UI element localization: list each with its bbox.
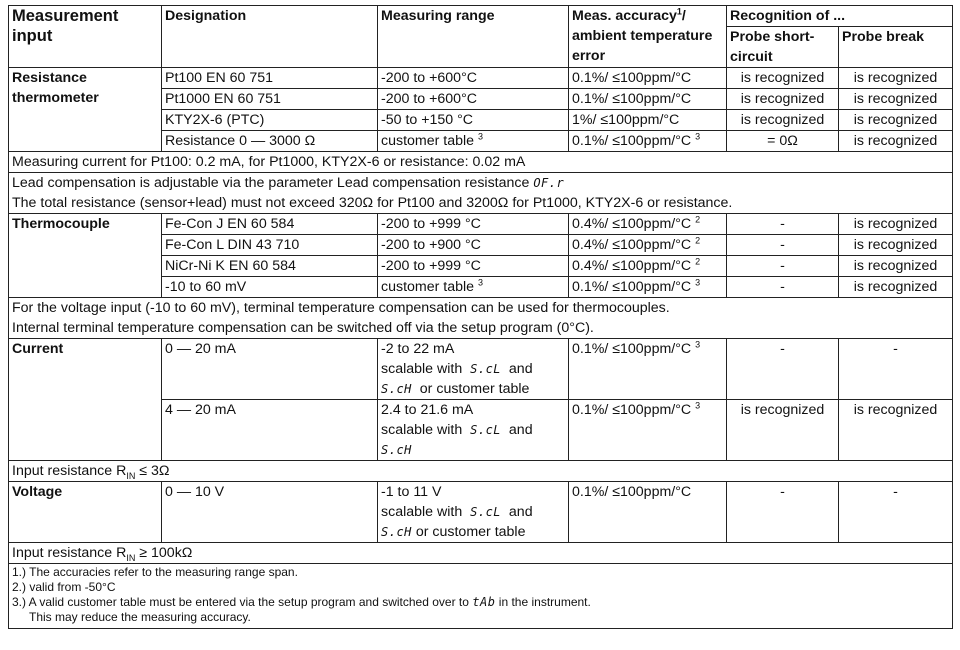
group-voltage: Voltage bbox=[9, 482, 162, 543]
lead-compensation-note: Lead compensation is adjustable via the parameter Lead compensation resistance OF.r The total resistance (sensor+lead) must not exceed 320Ω for Pt100 and 3200Ω for Pt1000, KTY2X-6 or resistance. bbox=[9, 173, 953, 214]
short-cell: - bbox=[727, 482, 839, 543]
header-recognition: Recognition of ... bbox=[727, 6, 953, 27]
scale-high-code: S.cH bbox=[381, 443, 412, 457]
footnotes bbox=[9, 564, 953, 629]
range-cell: -200 to +999 °C bbox=[378, 256, 569, 277]
range-cell: -200 to +600°C bbox=[378, 89, 569, 110]
footnote-2: 2.) valid from -50°C bbox=[12, 580, 116, 594]
designation-cell: Fe-Con L DIN 43 710 bbox=[162, 235, 378, 256]
short-cell: is recognized bbox=[727, 400, 839, 461]
accuracy-cell: 0.1%/ ≤100ppm/°C $^3$ bbox=[569, 400, 727, 461]
group-resistance-thermometer: Resistance thermometer bbox=[9, 68, 162, 152]
accuracy-cell: 1%/ ≤100ppm/°C bbox=[569, 110, 727, 131]
scale-low-code: S.cL bbox=[470, 505, 502, 519]
group-thermocouple: Thermocouple bbox=[9, 214, 162, 298]
range-cell: customer table $^3$ bbox=[378, 131, 569, 152]
designation-cell: Resistance 0 — 3000 Ω bbox=[162, 131, 378, 152]
designation-cell: Fe-Con J EN 60 584 bbox=[162, 214, 378, 235]
range-cell: -2 to 22 mA scalable with S.cL and S.cH or customer table bbox=[378, 339, 569, 400]
footnote-3: 3.) A valid customer table must be entered via the setup program and switched over to tAb in the instrument. bbox=[12, 595, 591, 609]
range-cell: -1 to 11 V scalable with S.cL and S.cH or customer table bbox=[378, 482, 569, 543]
designation-cell: NiCr-Ni K EN 60 584 bbox=[162, 256, 378, 277]
designation-cell: Pt1000 EN 60 751 bbox=[162, 89, 378, 110]
note-row bbox=[9, 152, 953, 173]
accuracy-cell: 0.1%/ ≤100ppm/°C $^3$ bbox=[569, 131, 727, 152]
table-row bbox=[9, 68, 953, 89]
accuracy-cell: 0.1%/ ≤100ppm/°C bbox=[569, 89, 727, 110]
break-cell: - bbox=[839, 339, 953, 400]
footnote-3-cont: This may reduce the measuring accuracy. bbox=[29, 610, 251, 624]
short-cell: = 0Ω bbox=[727, 131, 839, 152]
table-code: tAb bbox=[472, 595, 496, 609]
designation-cell: Pt100 EN 60 751 bbox=[162, 68, 378, 89]
header-probe-short: Probe short-circuit bbox=[727, 27, 839, 68]
short-cell: - bbox=[727, 256, 839, 277]
accuracy-cell: 0.4%/ ≤100ppm/°C $^2$ bbox=[569, 256, 727, 277]
header-row bbox=[9, 6, 953, 27]
range-cell: -200 to +999 °C bbox=[378, 214, 569, 235]
header-measurement-input: Measurement input bbox=[9, 6, 162, 68]
current-input-resistance: Input resistance $R_{IN} \le 3\Omega$ bbox=[9, 461, 953, 482]
short-cell: - bbox=[727, 339, 839, 400]
short-cell: is recognized bbox=[727, 110, 839, 131]
range-cell: 2.4 to 21.6 mA scalable with S.cL and S.cH bbox=[378, 400, 569, 461]
scale-low-code: S.cL bbox=[470, 423, 502, 437]
group-current: Current bbox=[9, 339, 162, 461]
measurement-input-table bbox=[8, 5, 953, 629]
scale-low-code: S.cL bbox=[470, 362, 502, 376]
break-cell: is recognized bbox=[839, 110, 953, 131]
note-row bbox=[9, 173, 953, 214]
break-cell: is recognized bbox=[839, 68, 953, 89]
designation-cell: 4 — 20 mA bbox=[162, 400, 378, 461]
designation-cell: 0 — 10 V bbox=[162, 482, 378, 543]
range-cell: -200 to +900 °C bbox=[378, 235, 569, 256]
footnotes-row bbox=[9, 564, 953, 629]
table-row bbox=[9, 482, 953, 543]
designation-cell: -10 to 60 mV bbox=[162, 277, 378, 298]
accuracy-cell: 0.1%/ ≤100ppm/°C bbox=[569, 482, 727, 543]
voltage-input-resistance: Input resistance $R_{IN} \ge 100k\Omega$ bbox=[9, 543, 953, 564]
break-cell: is recognized bbox=[839, 214, 953, 235]
break-cell: is recognized bbox=[839, 131, 953, 152]
scale-high-code: S.cH bbox=[381, 525, 412, 539]
parameter-code: OF.r bbox=[533, 176, 565, 190]
break-cell: is recognized bbox=[839, 89, 953, 110]
scale-high-code: S.cH bbox=[381, 382, 412, 396]
break-cell: is recognized bbox=[839, 256, 953, 277]
designation-cell: 0 — 20 mA bbox=[162, 339, 378, 400]
range-cell: -50 to +150 °C bbox=[378, 110, 569, 131]
measuring-current-note: Measuring current for Pt100: 0.2 mA, for Pt1000, KTY2X-6 or resistance: 0.02 mA bbox=[9, 152, 953, 173]
short-cell: is recognized bbox=[727, 68, 839, 89]
break-cell: is recognized bbox=[839, 277, 953, 298]
break-cell: is recognized bbox=[839, 400, 953, 461]
range-cell: customer table $^3$ bbox=[378, 277, 569, 298]
accuracy-cell: 0.4%/ ≤100ppm/°C $^2$ bbox=[569, 235, 727, 256]
note-row bbox=[9, 543, 953, 564]
accuracy-cell: 0.4%/ ≤100ppm/°C $^2$ bbox=[569, 214, 727, 235]
table-row bbox=[9, 214, 953, 235]
accuracy-cell: 0.1%/ ≤100ppm/°C $^3$ bbox=[569, 277, 727, 298]
header-accuracy: Meas. accuracy$^1$/ ambient temperature error bbox=[569, 6, 727, 68]
range-cell: -200 to +600°C bbox=[378, 68, 569, 89]
note-row bbox=[9, 461, 953, 482]
break-cell: is recognized bbox=[839, 235, 953, 256]
accuracy-cell: 0.1%/ ≤100ppm/°C $^3$ bbox=[569, 339, 727, 400]
note-row bbox=[9, 298, 953, 339]
short-cell: - bbox=[727, 277, 839, 298]
designation-cell: KTY2X-6 (PTC) bbox=[162, 110, 378, 131]
short-cell: - bbox=[727, 235, 839, 256]
spec-sheet bbox=[8, 5, 952, 629]
accuracy-cell: 0.1%/ ≤100ppm/°C bbox=[569, 68, 727, 89]
short-cell: is recognized bbox=[727, 89, 839, 110]
table-row bbox=[9, 339, 953, 400]
thermocouple-note: For the voltage input (-10 to 60 mV), terminal temperature compensation can be used for thermocouples. Internal terminal temperature compensation can be switched off via the setup program (0°C). bbox=[9, 298, 953, 339]
header-designation: Designation bbox=[162, 6, 378, 68]
footnote-1: 1.) The accuracies refer to the measuring range span. bbox=[12, 565, 298, 579]
short-cell: - bbox=[727, 214, 839, 235]
header-measuring-range: Measuring range bbox=[378, 6, 569, 68]
header-probe-break: Probe break bbox=[839, 27, 953, 68]
break-cell: - bbox=[839, 482, 953, 543]
